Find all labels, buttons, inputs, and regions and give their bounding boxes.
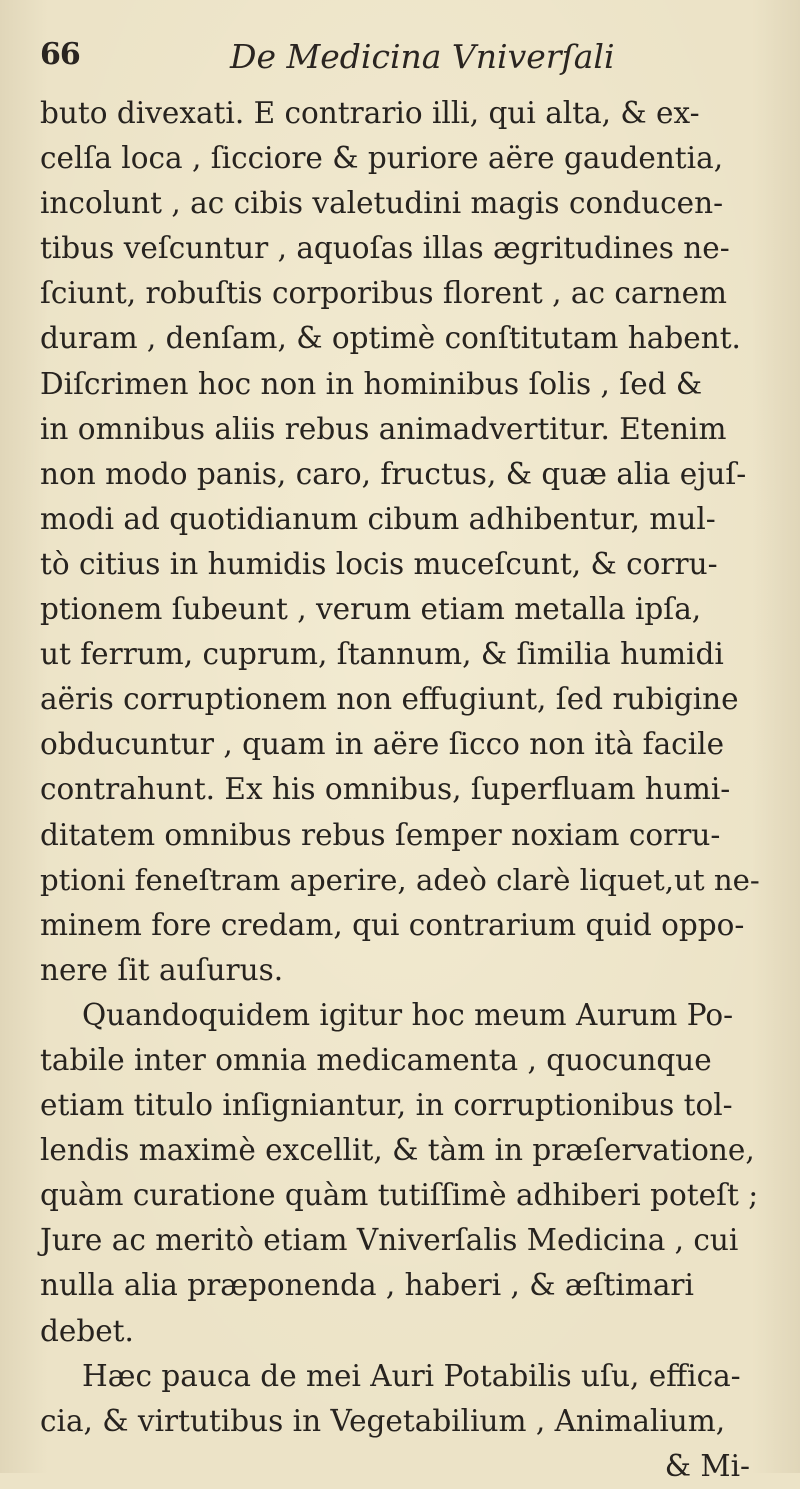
text-line: debet. [40, 1313, 134, 1348]
text-line: contrahunt. Ex his omnibus, ſuperfluam humi- [40, 772, 731, 807]
text-line: Jure ac meritò etiam Vniverſalis Medicina , cui [40, 1223, 739, 1258]
text-line: celſa loca , ſicciore & puriore aëre gaudentia, [40, 141, 724, 176]
text-line: ptioni feneſtram aperire, adeò clarè liquet,ut ne- [40, 862, 760, 897]
text-line: quàm curatione quàm tutiſſimè adhiberi poteſt ; [40, 1178, 759, 1213]
text-line: ptionem ſubeunt , verum etiam metalla ipſa, [40, 592, 702, 627]
paragraph-start-line: Hæc pauca de mei Auri Potabilis uſu, effica- [82, 1358, 741, 1393]
text-line: tò citius in humidis locis muceſcunt, & corru- [40, 546, 718, 581]
text-line: lendis maximè excellit, & tàm in præſervatione, [40, 1133, 755, 1168]
text-line: Diſcrimen hoc non in hominibus ſolis , ſed & [40, 366, 703, 401]
text-line: non modo panis, caro, fructus, & quæ alia ejuſ- [40, 456, 747, 491]
page-number: 66 [40, 37, 80, 72]
text-line: modi ad quotidianum cibum adhibentur, mul- [40, 501, 716, 536]
text-line: ut ferrum, cuprum, ſtannum, & ſimilia humidi [40, 637, 724, 672]
body-text [40, 91, 760, 1489]
text-line: ſciunt, robuſtis corporibus florent , ac carnem [40, 276, 728, 311]
running-title: De Medicina Vniverſali [230, 37, 615, 76]
text-line: in omnibus aliis rebus animadvertitur. Etenim [40, 411, 727, 446]
text-line: cia, & virtutibus in Vegetabilium , Animalium, [40, 1403, 726, 1438]
text-line: nulla alia præponenda , haberi , & æſtimari [40, 1268, 694, 1303]
text-line: aëris corruptionem non effugiunt, ſed rubigine [40, 682, 739, 717]
page-header [40, 33, 760, 83]
text-line: minem fore credam, qui contrarium quid oppo- [40, 907, 745, 942]
text-line: tibus veſcuntur , aquoſas illas ægritudines ne- [40, 231, 730, 266]
text-line: nere ſit auſurus. [40, 952, 284, 987]
text-line: buto divexati. E contrario illi, qui alta, & ex- [40, 96, 700, 130]
text-line: etiam titulo inſigniantur, in corruptionibus tol- [40, 1088, 733, 1123]
text-line: tabile inter omnia medicamenta , quocunque [40, 1042, 712, 1077]
text-line: ditatem omnibus rebus ſemper noxiam corru- [40, 817, 721, 852]
text-line: duram , denſam, & optimè conſtitutam habent. [40, 321, 741, 356]
catchword: & Mi- [664, 1448, 750, 1483]
paragraph-start-line: Quandoquidem igitur hoc meum Aurum Po- [82, 997, 734, 1032]
text-line: incolunt , ac cibis valetudini magis conducen- [40, 186, 724, 221]
text-line: obducuntur , quam in aëre ſicco non ità facile [40, 727, 725, 762]
